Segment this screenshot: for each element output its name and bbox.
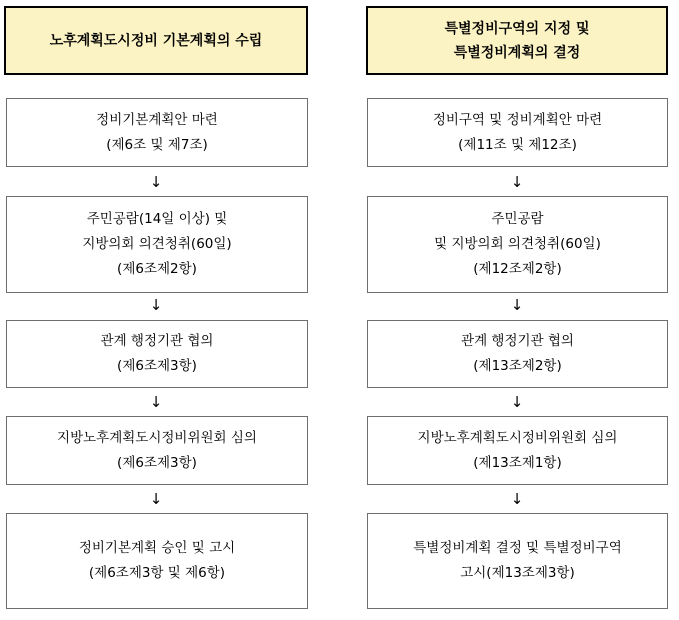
- right-step-3-line-1: 관계 행정기관 협의: [461, 333, 574, 349]
- left-step-3-line-1: 관계 행정기관 협의: [100, 333, 214, 349]
- left-step-5-approval-notice: [6, 513, 308, 609]
- left-step-2-line-3: (제6조제2항): [117, 261, 197, 277]
- left-header-line-1: 노후계획도시정비 기본계획의 수립: [49, 32, 263, 49]
- right-step-4-line-2: (제13조제1항): [473, 454, 562, 471]
- left-step-4-line-2: (제6조제3항): [117, 454, 197, 471]
- left-step-2-public-review: [6, 196, 308, 293]
- left-step-3-line-2: (제6조제3항): [117, 358, 197, 374]
- right-step-2-public-review: [367, 196, 668, 293]
- right-arrow-1: ↓: [510, 173, 524, 191]
- right-arrow-4: ↓: [510, 490, 524, 508]
- right-step-5-decision-notice: [367, 513, 668, 609]
- right-step-4-committee-review: [367, 416, 668, 485]
- right-step-5-line-1: 특별정비계획 결정 및 특별정비구역: [413, 540, 622, 556]
- left-column-header: [4, 6, 308, 75]
- right-step-1-line-1: 정비구역 및 정비계획안 마련: [432, 111, 603, 128]
- left-step-3-agency-consultation: [6, 320, 308, 388]
- left-step-4-line-1: 지방노후계획도시정비위원회 심의: [57, 429, 257, 446]
- left-step-2-line-2: 지방의회 의견청취(60일): [82, 236, 232, 252]
- right-arrow-2: ↓: [510, 296, 524, 314]
- left-arrow-2: ↓: [149, 296, 163, 314]
- right-step-3-line-2: (제13조제2항): [473, 358, 562, 374]
- left-step-1-line-1: 정비기본계획안 마련: [96, 111, 218, 128]
- right-column-header: [366, 6, 668, 75]
- left-step-5-line-2: (제6조제3항 및 제6항): [88, 565, 226, 581]
- left-step-5-line-1: 정비기본계획 승인 및 고시: [78, 540, 236, 556]
- right-step-1-line-2: (제11조 및 제12조): [458, 136, 577, 153]
- right-header-line-1: 특별정비구역의 지정 및: [444, 20, 590, 37]
- right-arrow-3: ↓: [510, 393, 524, 411]
- right-step-2-line-3: (제12조제2항): [473, 261, 562, 277]
- left-step-2-line-1: 주민공람(14일 이상) 및: [86, 211, 228, 227]
- right-step-4-line-1: 지방노후계획도시정비위원회 심의: [417, 429, 618, 446]
- left-arrow-1: ↓: [149, 173, 163, 191]
- left-step-1-line-2: (제6조 및 제7조): [106, 136, 208, 153]
- left-step-4-committee-review: [6, 416, 308, 485]
- right-step-2-line-2: 및 지방의회 의견청취(60일): [434, 236, 601, 252]
- left-step-1-prepare-draft: [6, 98, 308, 167]
- left-arrow-3: ↓: [149, 393, 163, 411]
- right-header-line-2: 특별정비계획의 결정: [453, 44, 581, 61]
- right-step-1-prepare-draft: [367, 98, 668, 167]
- right-step-5-line-2: 고시(제13조제3항): [460, 565, 575, 581]
- left-arrow-4: ↓: [149, 490, 163, 508]
- right-step-2-line-1: 주민공람: [491, 211, 544, 227]
- right-step-3-agency-consultation: [367, 320, 668, 388]
